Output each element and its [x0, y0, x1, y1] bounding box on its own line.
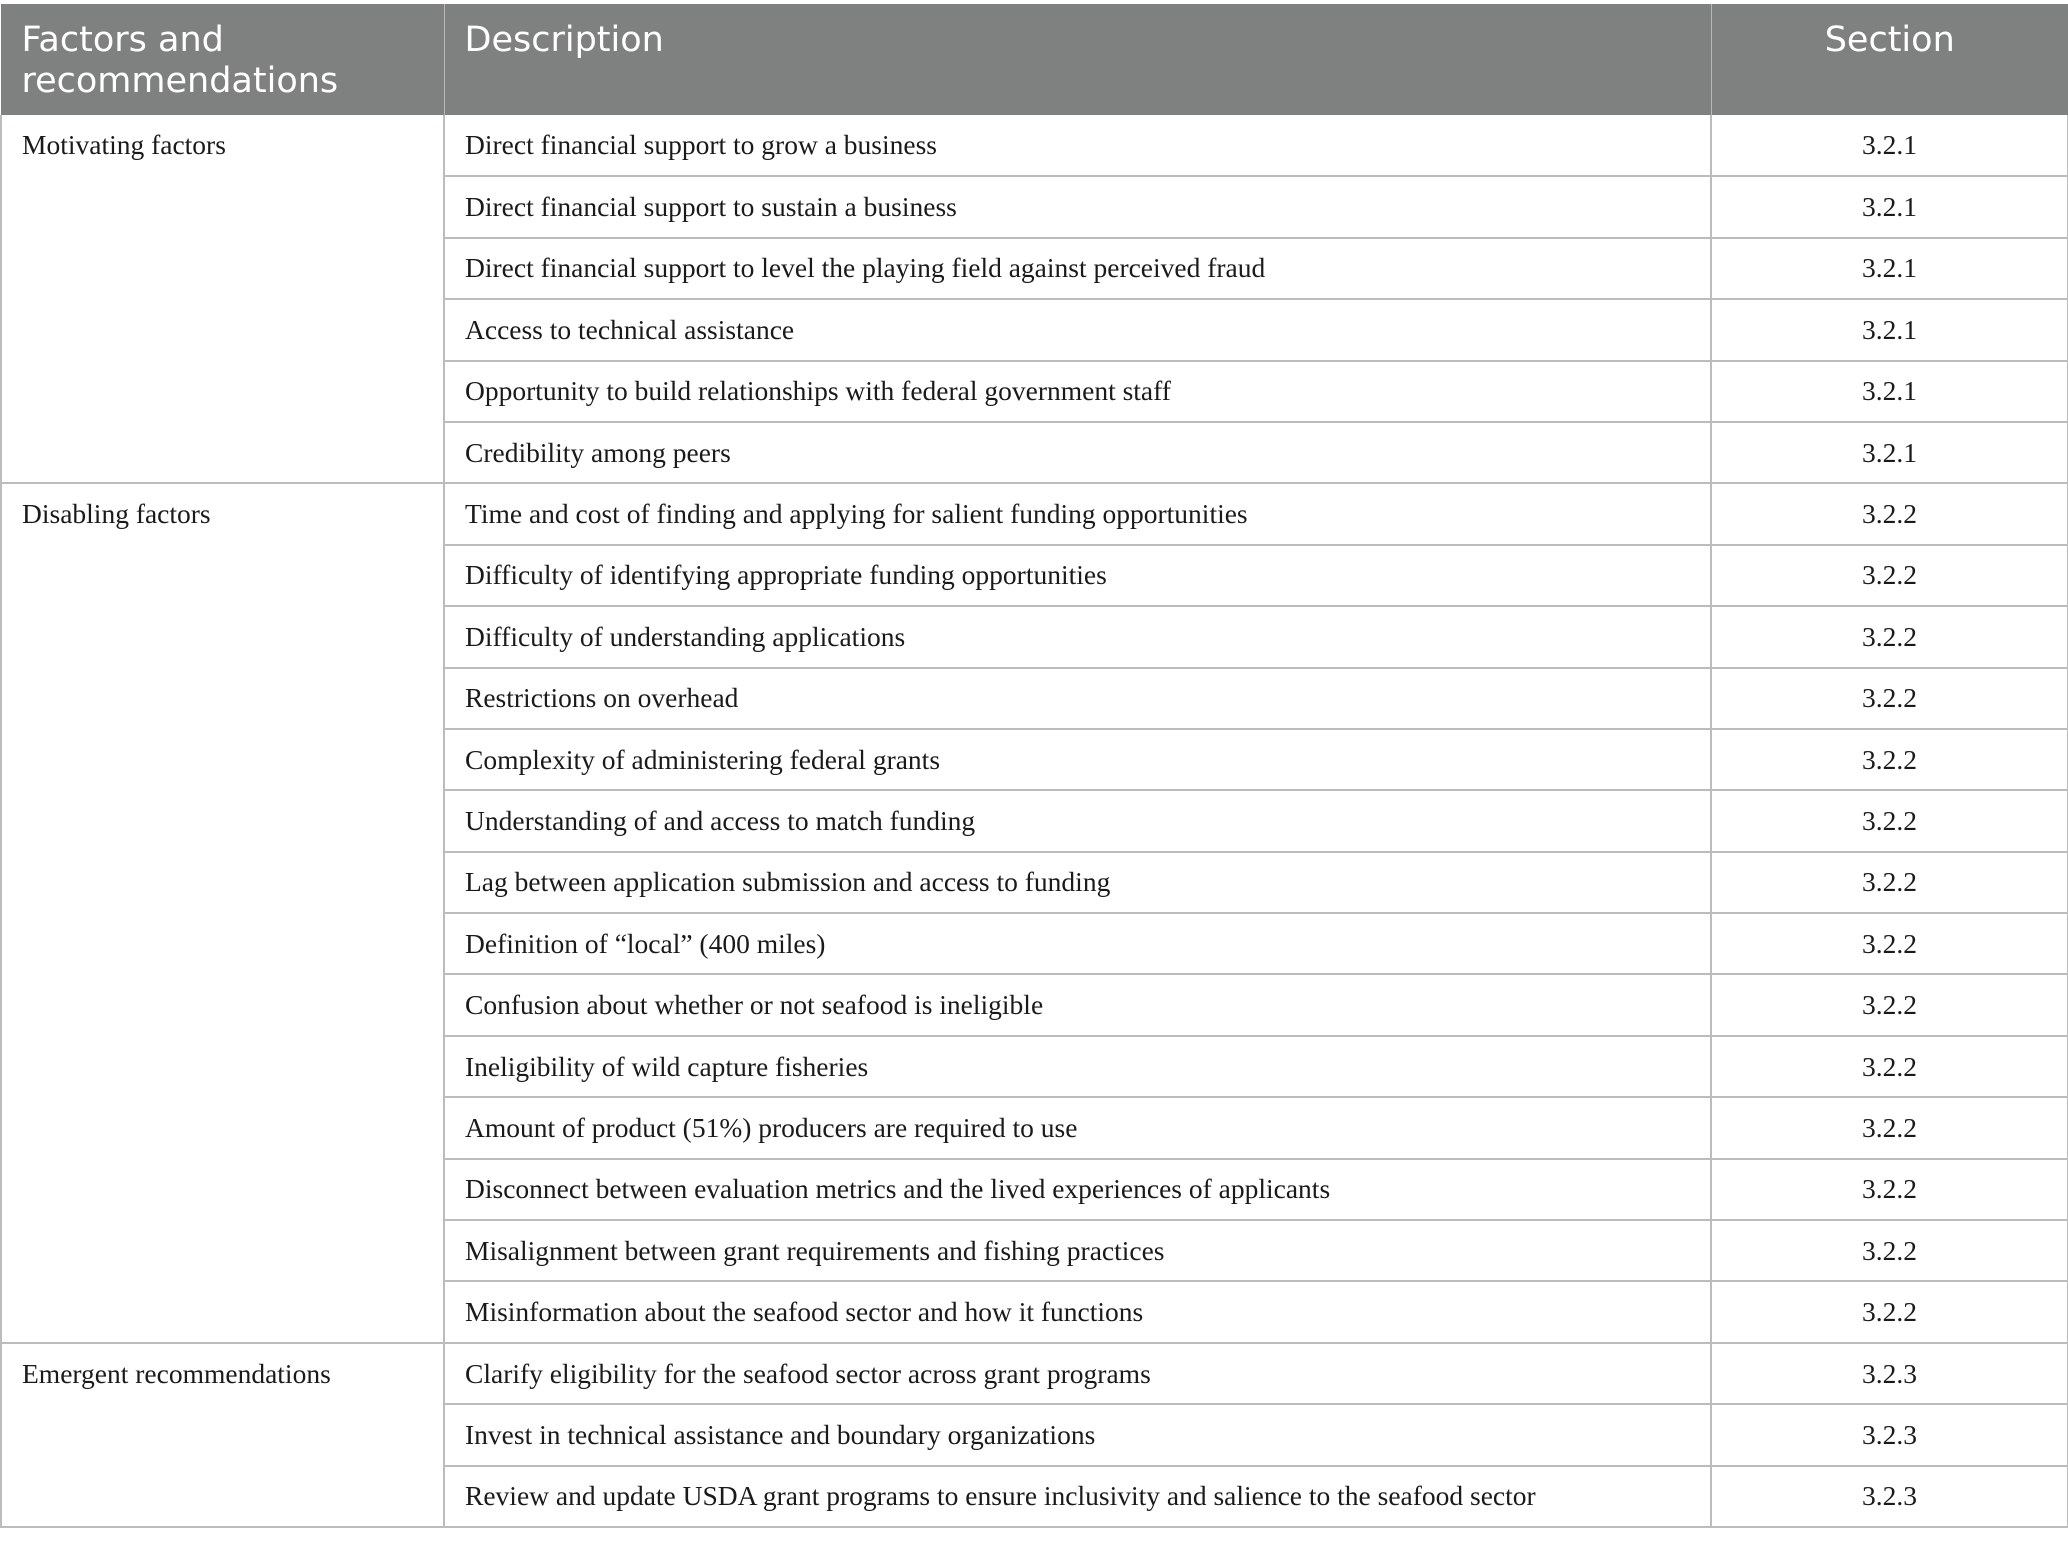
- section-cell: 3.2.2: [1711, 790, 2068, 851]
- table-header: [1, 4, 2068, 115]
- group-label: Disabling factors: [1, 483, 444, 1342]
- description-cell: Direct financial support to sustain a business: [444, 176, 1711, 237]
- description-cell: Time and cost of finding and applying for salient funding opportunities: [444, 483, 1711, 544]
- section-cell: 3.2.1: [1711, 361, 2068, 422]
- section-cell: 3.2.2: [1711, 1281, 2068, 1342]
- description-cell: Credibility among peers: [444, 422, 1711, 483]
- section-cell: 3.2.2: [1711, 1220, 2068, 1281]
- description-cell: Definition of “local” (400 miles): [444, 913, 1711, 974]
- section-cell: 3.2.1: [1711, 176, 2068, 237]
- description-cell: Opportunity to build relationships with federal government staff: [444, 361, 1711, 422]
- group-label: Emergent recommendations: [1, 1343, 444, 1527]
- section-cell: 3.2.1: [1711, 115, 2068, 176]
- description-cell: Restrictions on overhead: [444, 668, 1711, 729]
- factors-table: [0, 4, 2068, 1528]
- description-cell: Lag between application submission and access to funding: [444, 852, 1711, 913]
- description-cell: Clarify eligibility for the seafood sector across grant programs: [444, 1343, 1711, 1404]
- header-factors: Factors and recommendations: [1, 4, 444, 115]
- section-cell: 3.2.3: [1711, 1466, 2068, 1527]
- section-cell: 3.2.1: [1711, 238, 2068, 299]
- table-row: [1, 483, 2068, 544]
- description-cell: Difficulty of understanding applications: [444, 606, 1711, 667]
- section-cell: 3.2.2: [1711, 606, 2068, 667]
- section-cell: 3.2.2: [1711, 545, 2068, 606]
- section-cell: 3.2.2: [1711, 1097, 2068, 1158]
- description-cell: Access to technical assistance: [444, 299, 1711, 360]
- description-cell: Misinformation about the seafood sector and how it functions: [444, 1281, 1711, 1342]
- description-cell: Disconnect between evaluation metrics and the lived experiences of applicants: [444, 1159, 1711, 1220]
- section-cell: 3.2.3: [1711, 1343, 2068, 1404]
- section-cell: 3.2.2: [1711, 1159, 2068, 1220]
- description-cell: Invest in technical assistance and boundary organizations: [444, 1404, 1711, 1465]
- description-cell: Direct financial support to grow a business: [444, 115, 1711, 176]
- section-cell: 3.2.2: [1711, 974, 2068, 1035]
- description-cell: Understanding of and access to match funding: [444, 790, 1711, 851]
- table-row: [1, 115, 2068, 176]
- table-row: [1, 1343, 2068, 1404]
- description-cell: Misalignment between grant requirements and fishing practices: [444, 1220, 1711, 1281]
- description-cell: Direct financial support to level the playing field against perceived fraud: [444, 238, 1711, 299]
- section-cell: 3.2.2: [1711, 852, 2068, 913]
- group-label: Motivating factors: [1, 115, 444, 483]
- description-cell: Confusion about whether or not seafood is ineligible: [444, 974, 1711, 1035]
- section-cell: 3.2.1: [1711, 422, 2068, 483]
- section-cell: 3.2.2: [1711, 668, 2068, 729]
- description-cell: Review and update USDA grant programs to ensure inclusivity and salience to the seafood sector: [444, 1466, 1711, 1527]
- table-body: [1, 115, 2068, 1527]
- section-cell: 3.2.2: [1711, 729, 2068, 790]
- header-section: Section: [1711, 4, 2068, 115]
- section-cell: 3.2.3: [1711, 1404, 2068, 1465]
- description-cell: Amount of product (51%) producers are required to use: [444, 1097, 1711, 1158]
- description-cell: Ineligibility of wild capture fisheries: [444, 1036, 1711, 1097]
- header-description: Description: [444, 4, 1711, 115]
- section-cell: 3.2.2: [1711, 913, 2068, 974]
- header-row: [1, 4, 2068, 115]
- section-cell: 3.2.2: [1711, 1036, 2068, 1097]
- description-cell: Complexity of administering federal grants: [444, 729, 1711, 790]
- description-cell: Difficulty of identifying appropriate funding opportunities: [444, 545, 1711, 606]
- section-cell: 3.2.1: [1711, 299, 2068, 360]
- section-cell: 3.2.2: [1711, 483, 2068, 544]
